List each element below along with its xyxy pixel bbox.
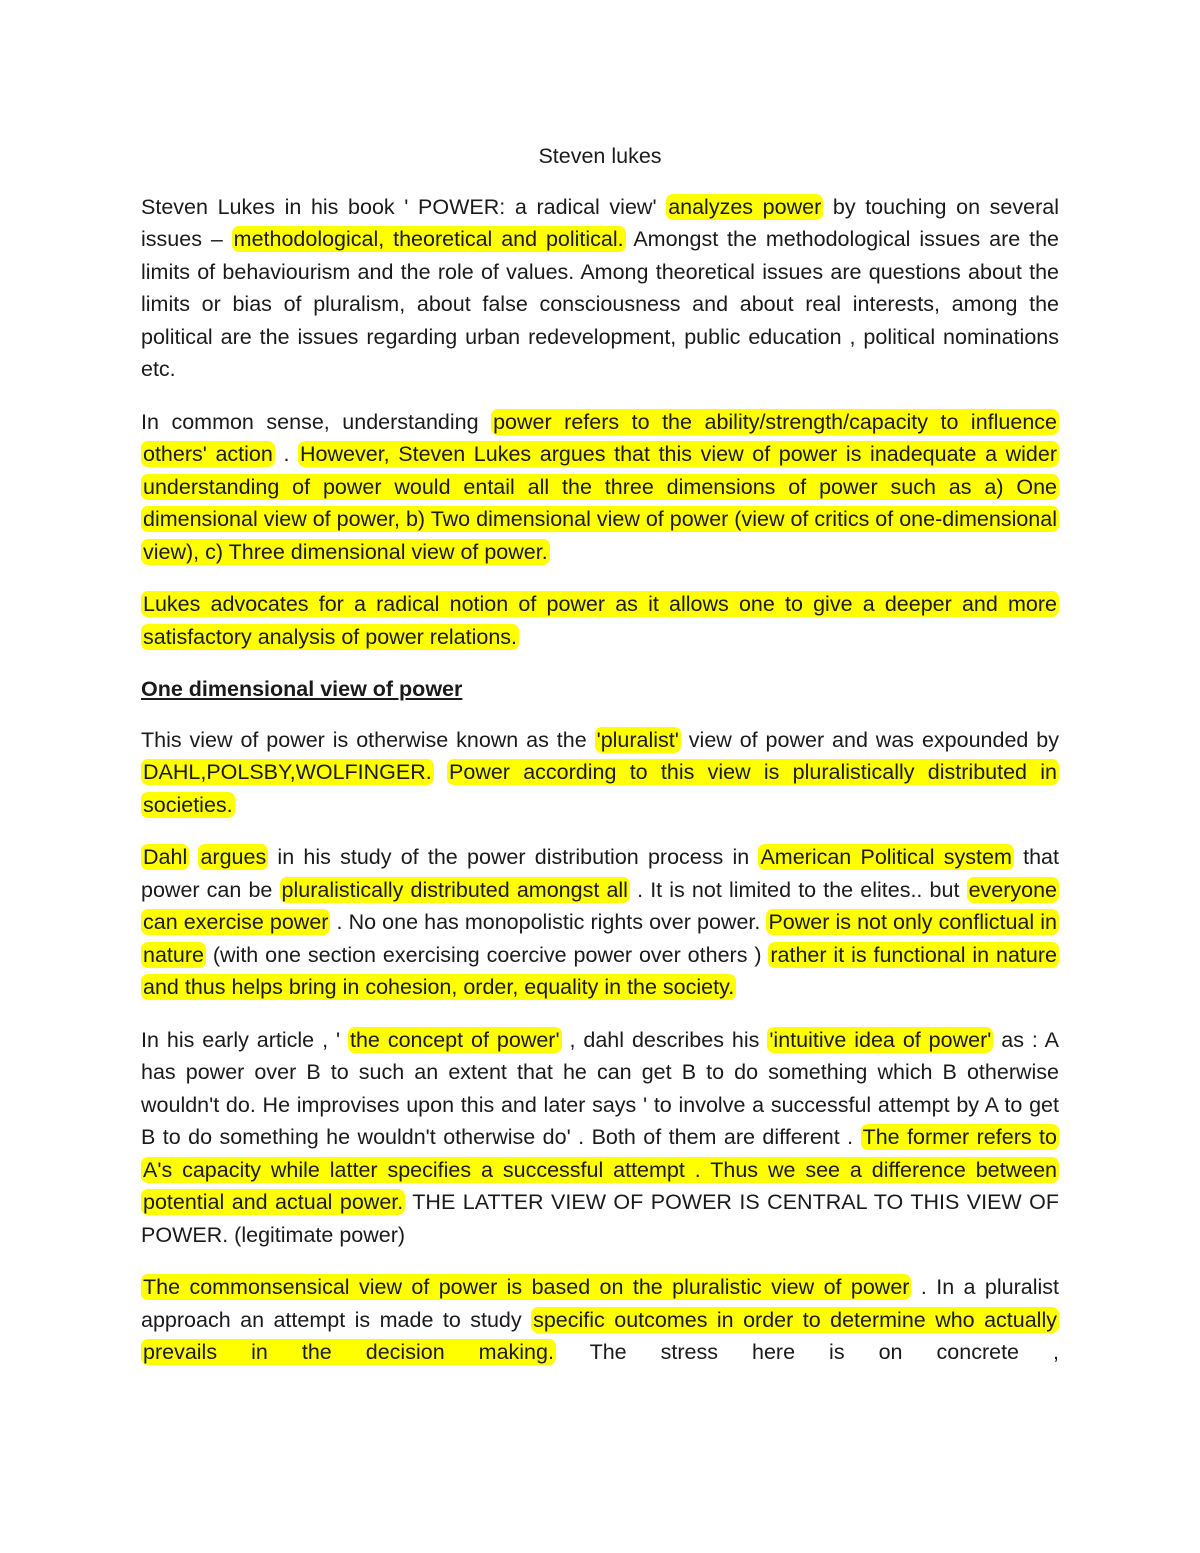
text-run: In common sense, understanding — [141, 409, 492, 434]
text-run: . In a pluralist approach an attempt is made to study — [141, 1275, 1059, 1332]
text-run: Steven Lukes in his book ' POWER: a radical view' — [141, 194, 667, 219]
text-run: , dahl describes his — [561, 1027, 768, 1052]
text-run: in his study of the power distribution process in — [268, 845, 759, 869]
text-run: as : A has power over B to such an extent that he can get B to do something which B otherwise wouldn't do. He improvises upon this and later says ' to involve a successful attempt by A to get B to do something he wouldn't otherwise do' . Both of them are different . — [141, 1027, 1059, 1149]
paragraph-intro — [141, 191, 1059, 386]
text-run: view of power and was expounded by — [680, 727, 1059, 752]
highlighted-text: DAHL,POLSBY,WOLFINGER. — [143, 760, 432, 784]
paragraph-commonsensical-view — [141, 1271, 1059, 1369]
paragraph-concept-of-power — [141, 1024, 1059, 1252]
highlighted-text: analyzes power — [668, 194, 822, 219]
highlighted-text: power refers to the ability/strength/capacity to influence others' action — [143, 409, 1057, 466]
highlighted-text: argues — [200, 845, 267, 869]
paragraph-dahl-argues — [141, 841, 1059, 1004]
highlighted-text: The former refers to A's capacity while latter specifies a successful attempt . Thus we see a difference between potential and actual power. — [143, 1125, 1057, 1214]
highlighted-text: Power according to this view is pluralistically distributed in societies. — [143, 760, 1057, 817]
document-title: Steven lukes — [538, 144, 662, 168]
highlighted-text: Power is not only conflictual in nature — [143, 910, 1057, 967]
highlighted-text: 'intuitive idea of power' — [769, 1027, 992, 1052]
text-run: In his early article , ' — [141, 1027, 348, 1052]
highlighted-text: methodological, theoretical and political. — [233, 227, 624, 251]
highlighted-text: 'pluralist' — [596, 727, 679, 752]
text-run: This view of power is otherwise known as the — [141, 727, 595, 752]
highlighted-text: American Political system — [760, 845, 1012, 869]
paragraph-radical-notion — [141, 588, 1059, 653]
paragraph-pluralist-view — [141, 724, 1059, 822]
text-run: by touching on several issues – — [141, 194, 1059, 251]
document-page — [141, 140, 1059, 1389]
text-run: that power can be — [141, 845, 1059, 902]
highlighted-text: However, Steven Lukes argues that this view of power is inadequate a wider understanding of power would entail all the three dimensions of power such as a) One dimensional view of power, b) Two dimensional view of power (view of critics of one-dimensional view), c) Three dimensional view of power. — [143, 442, 1058, 564]
highlighted-text: rather it is functional in nature and thus helps bring in cohesion, order, equality in the society. — [143, 942, 1057, 999]
text-run: . It is not limited to the elites.. but — [629, 877, 967, 902]
highlighted-text: Lukes advocates for a radical notion of power as it allows one to give a deeper and more satisfactory analysis of power relations. — [143, 592, 1057, 649]
highlighted-text: the concept of power' — [350, 1027, 560, 1052]
highlighted-text: The commonsensical view of power is based on the pluralistic view of power — [143, 1275, 910, 1299]
section-heading-one-dimensional: One dimensional view of power — [141, 677, 463, 701]
highlighted-text: specific outcomes in order to determine who actually prevails in the decision making. — [143, 1307, 1057, 1364]
text-run: Amongst the methodological issues are the limits of behaviourism and the role of values. Among theoretical issues are questions about the limits or bias of pluralism, about false consciousness and about real interests, among the political are the issues regarding urban redevelopment, public education , political nominations etc. — [141, 227, 1059, 381]
text-run: THE LATTER VIEW OF POWER IS CENTRAL TO THIS VIEW OF POWER. (legitimate power) — [141, 1190, 1060, 1247]
text-run — [434, 760, 447, 784]
text-run: . — [274, 442, 299, 466]
text-run: The stress here is on concrete , — [555, 1340, 1059, 1364]
text-run: (with one section exercising coercive power over others ) — [205, 942, 769, 967]
highlighted-text: pluralistically distributed amongst all — [281, 877, 628, 902]
paragraph-common-sense — [141, 406, 1059, 569]
highlighted-text: Dahl — [143, 845, 188, 869]
highlighted-text: everyone can exercise power — [143, 877, 1058, 934]
text-run: . No one has monopolistic rights over power. — [330, 910, 767, 934]
